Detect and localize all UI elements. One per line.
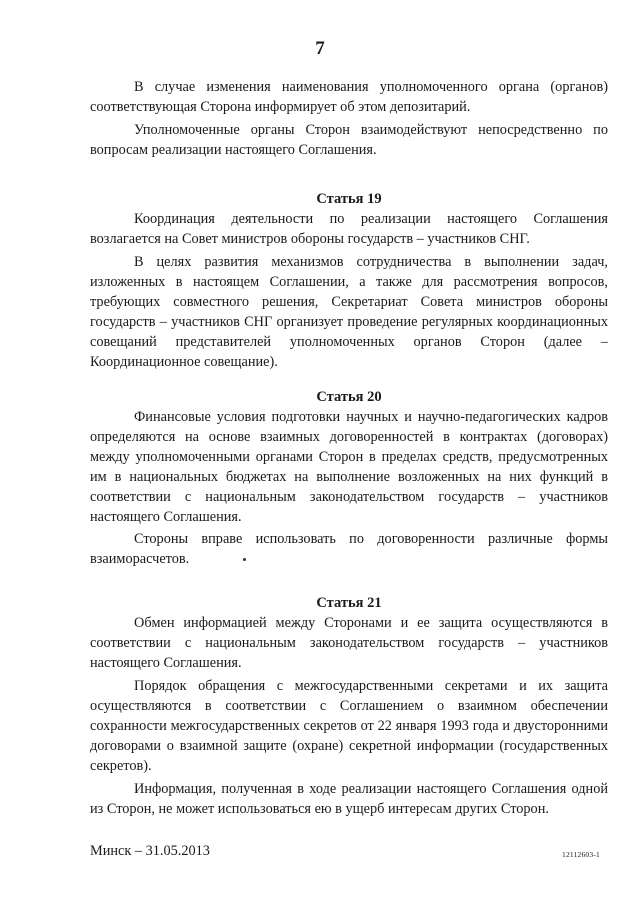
article-19-section bbox=[90, 189, 608, 372]
article-21-section bbox=[90, 593, 608, 819]
article-20-section bbox=[90, 387, 608, 569]
intro-paragraph-2: Уполномоченные органы Сторон взаимодействуют непосредственно по вопросам реализации настоящего Соглашения. bbox=[90, 122, 608, 158]
stray-dot-mark bbox=[243, 558, 246, 561]
footer-city-date: Минск – 31.05.2013 bbox=[90, 843, 210, 859]
article-21-paragraph-2: Порядок обращения с межгосударственными секретами и их защита осуществляются в соответствии с Соглашением о взаимном обеспечении сохранности межгосударственных секретов от 22 января 1993 года и двусторонними договорами о взаимной защите (охране) секретной информации (государственных секретов). bbox=[90, 678, 608, 774]
footer-document-code: 12112603-1 bbox=[562, 850, 600, 859]
document-body bbox=[90, 77, 608, 819]
article-21-paragraph-3: Информация, полученная в ходе реализации настоящего Соглашения одной из Сторон, не может использоваться ею в ущерб интересам других Сторон. bbox=[90, 781, 608, 817]
article-19-paragraph-2: В целях развития механизмов сотрудничества в выполнении задач, изложенных в настоящем Соглашении, а также для рассмотрения вопросов, требующих совместного решения, Секретариат Совета министров обороны государств – участников СНГ организует проведение регулярных координационных совещаний представителей уполномоченных органов Сторон (далее – Координационное совещание). bbox=[90, 254, 608, 370]
article-19-title: Статья 19 bbox=[316, 191, 382, 207]
intro-paragraph-1: В случае изменения наименования уполномоченного органа (органов) соответствующая Сторона информирует об этом депозитарий. bbox=[90, 79, 608, 115]
article-20-paragraph-2 bbox=[90, 529, 608, 569]
article-20-title: Статья 20 bbox=[316, 389, 382, 405]
article-20-paragraph-2-text: Стороны вправе использовать по договоренности различные формы взаиморасчетов. bbox=[90, 531, 608, 567]
intro-section bbox=[90, 77, 608, 160]
page-number: 7 bbox=[315, 38, 325, 59]
article-20-paragraph-1: Финансовые условия подготовки научных и научно-педагогических кадров определяются на основе взаимных договоренностей в контрактах (договорах) между уполномоченными органами Сторон в пределах средств, предусмотренных им в национальных бюджетах на выполнение возложенных на них функций в соответствии с национальным законодательством государств – участников настоящего Соглашения. bbox=[90, 409, 608, 525]
article-21-paragraph-1: Обмен информацией между Сторонами и ее защита осуществляются в соответствии с национальным законодательством государств – участников настоящего Соглашения. bbox=[90, 615, 608, 671]
article-21-title: Статья 21 bbox=[316, 595, 382, 611]
article-19-paragraph-1: Координация деятельности по реализации настоящего Соглашения возлагается на Совет министров обороны государств – участников СНГ. bbox=[90, 211, 608, 247]
